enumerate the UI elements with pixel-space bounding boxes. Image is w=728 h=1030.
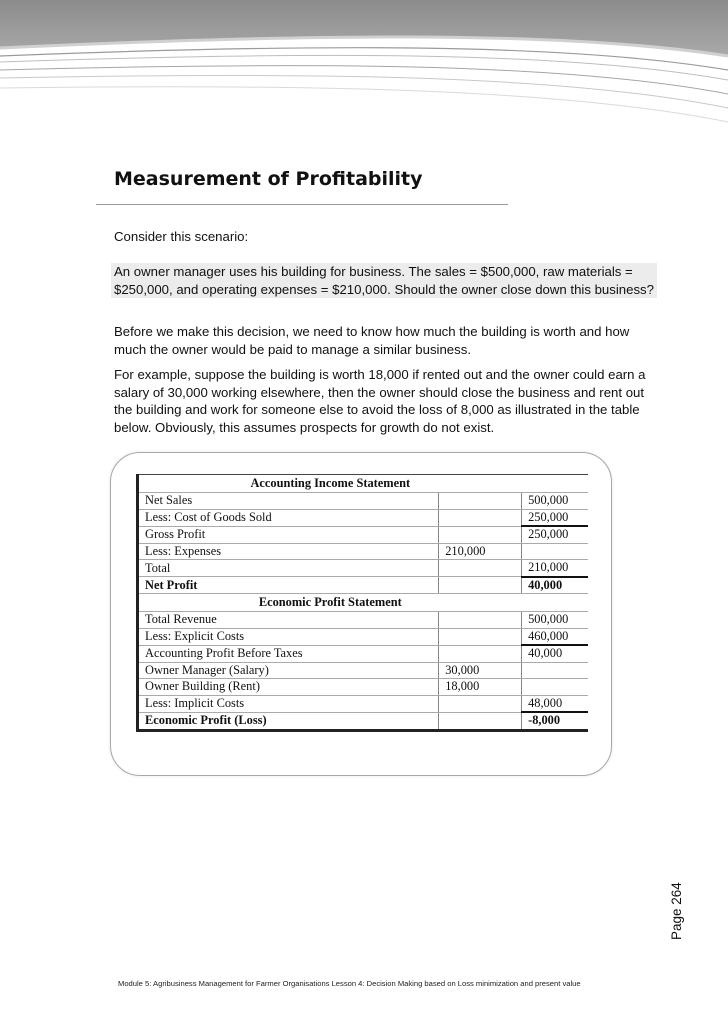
row-mid-value: [439, 695, 522, 712]
row-value: 250,000: [522, 509, 588, 526]
row-value: 500,000: [522, 612, 588, 629]
row-mid-value: [439, 509, 522, 526]
page-title: Measurement of Profitability: [114, 168, 423, 190]
row-value: 250,000: [522, 526, 588, 543]
intro-paragraph: Consider this scenario:: [114, 229, 249, 244]
row-mid-value: 18,000: [439, 679, 522, 696]
table-row: [138, 662, 589, 679]
profit-statements-table: [136, 474, 588, 732]
footer-text: Module 5: Agribusiness Management for Farmer Organisations Lesson 4: Decision Making based on Loss minimization and present value: [118, 979, 581, 988]
row-label: Net Sales: [138, 493, 439, 510]
row-mid-value: [439, 612, 522, 629]
table-row: [138, 475, 589, 493]
row-mid-value: [439, 526, 522, 543]
scenario-paragraph: An owner manager uses his building for business. The sales = $500,000, raw materials = $250,000, and operating expenses = $210,000. Should the owner close down this business?: [111, 263, 657, 298]
row-mid-value: [439, 560, 522, 577]
table-row: [138, 645, 589, 662]
row-label: Total: [138, 560, 439, 577]
title-divider: [96, 204, 508, 205]
row-mid-value: 30,000: [439, 662, 522, 679]
table-row: [138, 577, 589, 594]
row-label: Owner Manager (Salary): [138, 662, 439, 679]
row-label: Less: Implicit Costs: [138, 695, 439, 712]
table-row: [138, 679, 589, 696]
row-label: Gross Profit: [138, 526, 439, 543]
row-mid-value: 210,000: [439, 543, 522, 560]
row-mid-value: [439, 645, 522, 662]
table-row: [138, 594, 589, 612]
row-value: 460,000: [522, 628, 588, 645]
table-row: [138, 628, 589, 645]
row-value: 48,000: [522, 695, 588, 712]
example-paragraph: For example, suppose the building is worth 18,000 if rented out and the owner could earn a salary of 30,000 working elsewhere, then the owner should close the business and rent out the building and work for someone else to avoid the loss of 8,000 as illustrated in the table below. Obviously, this assumes prospects for growth do not exist.: [114, 367, 646, 435]
row-label: Economic Profit (Loss): [138, 712, 439, 730]
row-value: [522, 543, 588, 560]
row-label: Less: Cost of Goods Sold: [138, 509, 439, 526]
row-value: 40,000: [522, 645, 588, 662]
header-decoration: [0, 0, 728, 130]
row-mid-value: [439, 577, 522, 594]
table-row: [138, 560, 589, 577]
row-mid-value: [439, 628, 522, 645]
row-value: -8,000: [522, 712, 588, 730]
table-row: [138, 509, 589, 526]
table-row: [138, 712, 589, 730]
row-label: Owner Building (Rent): [138, 679, 439, 696]
table-row: [138, 493, 589, 510]
table-row: [138, 526, 589, 543]
accounting-heading: Accounting Income Statement: [138, 475, 522, 493]
row-value: 40,000: [522, 577, 588, 594]
table-row: [138, 695, 589, 712]
row-mid-value: [439, 712, 522, 730]
row-value: [522, 679, 588, 696]
decision-paragraph: Before we make this decision, we need to know how much the building is worth and how much the owner would be paid to manage a similar business.: [114, 324, 630, 357]
row-label: Less: Explicit Costs: [138, 628, 439, 645]
table-row: [138, 612, 589, 629]
row-label: Less: Expenses: [138, 543, 439, 560]
row-label: Total Revenue: [138, 612, 439, 629]
row-label: Accounting Profit Before Taxes: [138, 645, 439, 662]
row-value: [522, 662, 588, 679]
row-label: Net Profit: [138, 577, 439, 594]
page-number: Page 264: [669, 882, 684, 940]
table-row: [138, 543, 589, 560]
row-value: 210,000: [522, 560, 588, 577]
row-mid-value: [439, 493, 522, 510]
row-value: 500,000: [522, 493, 588, 510]
economic-heading: Economic Profit Statement: [138, 594, 522, 612]
